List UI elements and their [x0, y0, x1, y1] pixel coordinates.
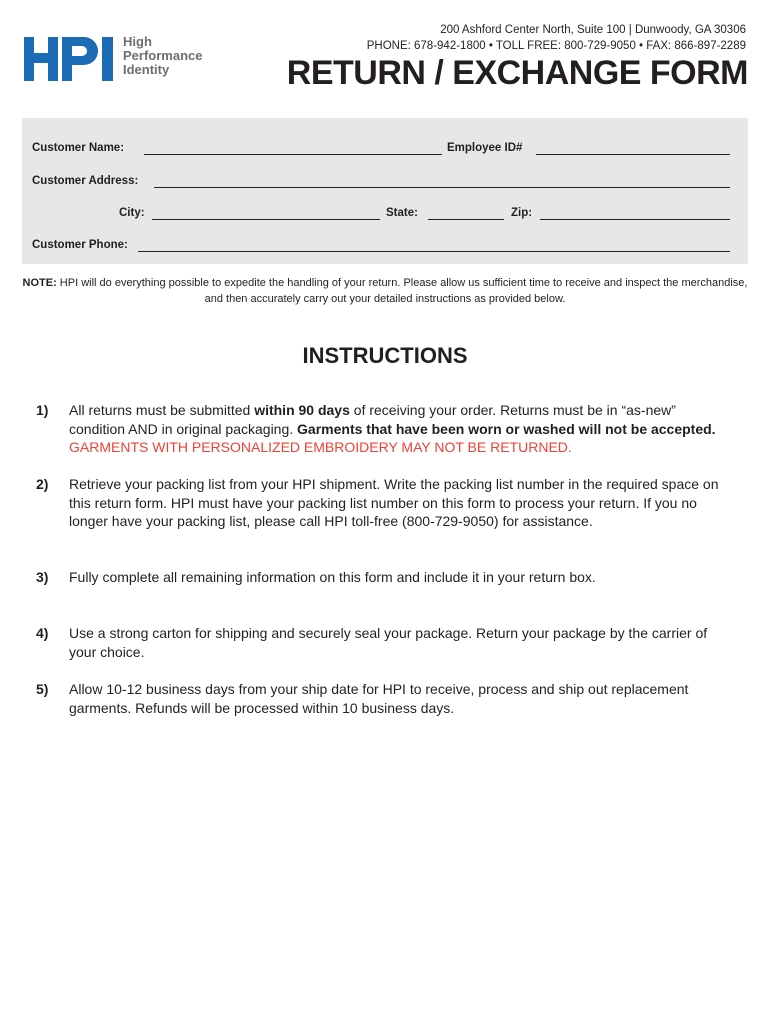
embroidery-warning: GARMENTS WITH PERSONALIZED EMBROIDERY MAY NOT BE RETURNED.	[69, 439, 572, 455]
city-label: City:	[119, 207, 145, 219]
company-address: 200 Ashford Center North, Suite 100 | Dunwoody, GA 30306	[440, 24, 746, 36]
customer-info-panel	[22, 118, 748, 264]
employee-id-label: Employee ID#	[447, 142, 523, 154]
instruction-text: Retrieve your packing list from your HPI shipment. Write the packing list number in the required space on this return form. HPI must have your packing list number on this form to process your return. If you no longer have your packing list, please call HPI toll-free (800-729-9050) for assistance.	[69, 476, 719, 529]
note-label: NOTE:	[22, 277, 57, 289]
instruction-text: Use a strong carton for shipping and securely seal your package. Return your package by the carrier of your choice.	[69, 625, 708, 660]
instruction-number: 2)	[36, 476, 49, 492]
company-contact	[367, 22, 746, 54]
company-phones: PHONE: 678-942-1800 • TOLL FREE: 800-729-9050 • FAX: 866-897-2289	[366, 40, 746, 52]
zip-field[interactable]	[540, 219, 730, 220]
customer-address-field[interactable]	[154, 187, 730, 188]
instruction-text: All returns must be submitted within 90 days of receiving your order. Returns must be in “as-new” condition AND in original packaging. Garments that have been worn or washed will not be accepted. GARMENTS WITH PERSONALIZED EMBROIDERY MAY NOT BE RETURNED.	[69, 402, 716, 455]
state-field[interactable]	[428, 219, 504, 220]
instruction-text: Allow 10-12 business days from your ship date for HPI to receive, process and ship out replacement garments. Refunds will be processed within 10 business days.	[69, 681, 689, 716]
customer-phone-label: Customer Phone:	[32, 239, 128, 251]
hpi-logo	[22, 33, 222, 83]
customer-phone-field[interactable]	[138, 251, 730, 252]
customer-name-label: Customer Name:	[32, 142, 125, 154]
note	[22, 275, 748, 307]
instruction-text: Fully complete all remaining information on this form and include it in your return box.	[69, 569, 596, 585]
employee-id-field[interactable]	[536, 154, 730, 155]
hpi-logo-mark	[22, 33, 120, 83]
instruction-number: 5)	[36, 681, 49, 697]
brand-name-line-2: Performance	[123, 48, 203, 63]
customer-name-field[interactable]	[144, 154, 442, 155]
instructions-title: INSTRUCTIONS	[302, 343, 468, 368]
brand-name-line-3: Identity	[123, 62, 170, 77]
form-title: RETURN / EXCHANGE FORM	[286, 54, 748, 92]
brand-name-line-1: High	[123, 34, 152, 49]
city-field[interactable]	[152, 219, 380, 220]
note-text: HPI will do everything possible to expedite the handling of your return. Please allow us sufficient time to receive and inspect the merchandise, and then accurately carry out your detailed instructions as provided below.	[56, 277, 748, 305]
state-label: State:	[386, 207, 418, 219]
brand-name	[123, 35, 202, 77]
instruction-number: 1)	[36, 402, 49, 418]
zip-label: Zip:	[511, 207, 533, 219]
instruction-number: 4)	[36, 625, 49, 641]
customer-address-label: Customer Address:	[32, 175, 139, 187]
instruction-number: 3)	[36, 569, 49, 585]
